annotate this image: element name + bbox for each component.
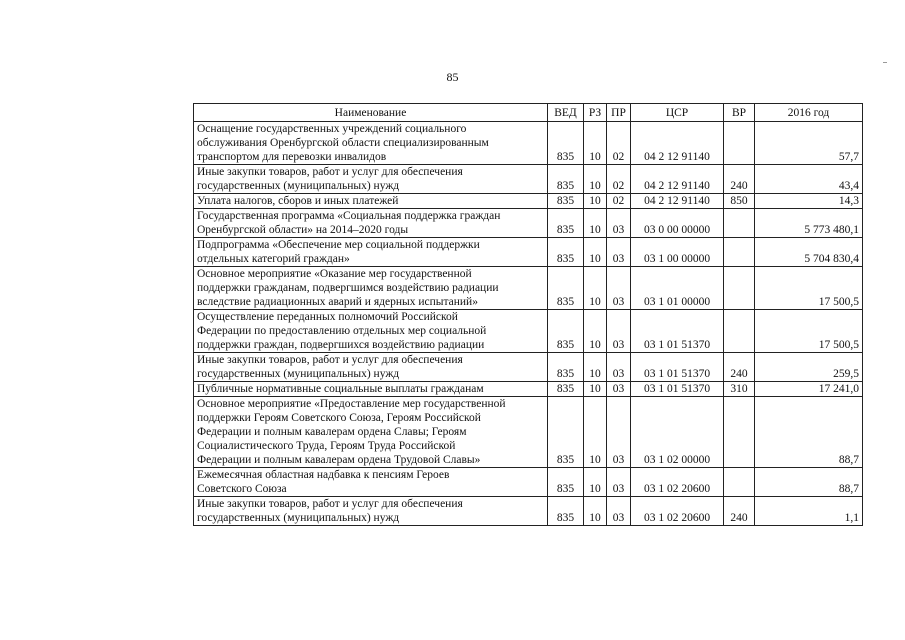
cell-vr: [724, 122, 755, 165]
cell-rz: 10: [584, 468, 607, 497]
cell-amount: 43,4: [755, 165, 863, 194]
cell-amount: 17 500,5: [755, 267, 863, 310]
cell-amount: 259,5: [755, 353, 863, 382]
cell-rz: 10: [584, 267, 607, 310]
table-header: [194, 104, 863, 122]
cell-vr: [724, 397, 755, 468]
header-rz: РЗ: [584, 104, 607, 122]
table-row: [194, 194, 863, 209]
header-vr: ВР: [724, 104, 755, 122]
table-row: [194, 468, 863, 497]
table-row: [194, 122, 863, 165]
cell-vr: [724, 238, 755, 267]
table-row: [194, 397, 863, 468]
cell-pr: 02: [607, 165, 631, 194]
cell-rz: 10: [584, 497, 607, 526]
cell-rz: 10: [584, 165, 607, 194]
cell-ved: 835: [548, 238, 584, 267]
cell-csr: 03 1 01 51370: [631, 382, 724, 397]
table-row: [194, 382, 863, 397]
cell-rz: 10: [584, 122, 607, 165]
cell-vr: [724, 468, 755, 497]
cell-ved: 835: [548, 497, 584, 526]
cell-vr: 240: [724, 165, 755, 194]
cell-ved: 835: [548, 310, 584, 353]
cell-csr: 03 1 01 51370: [631, 310, 724, 353]
cell-name: Государственная программа «Социальная поддержка граждан Оренбургской области» на 2014–2020 годы: [194, 209, 548, 238]
cell-name: Публичные нормативные социальные выплаты гражданам: [194, 382, 548, 397]
cell-pr: 03: [607, 310, 631, 353]
cell-name: Уплата налогов, сборов и иных платежей: [194, 194, 548, 209]
cell-pr: 02: [607, 122, 631, 165]
cell-csr: 04 2 12 91140: [631, 165, 724, 194]
cell-pr: 02: [607, 194, 631, 209]
cell-csr: 03 1 01 51370: [631, 353, 724, 382]
cell-pr: 03: [607, 353, 631, 382]
cell-name: Основное мероприятие «Предоставление мер государственной поддержки Героям Советского Союза, Героям Российской Федерации и полным кавалерам ордена Славы; Героям Социалистического Труда, Героям Труда Российской Федерации и полным кавалерам ордена Трудовой Славы»: [194, 397, 548, 468]
cell-rz: 10: [584, 353, 607, 382]
cell-name: Иные закупки товаров, работ и услуг для обеспечения государственных (муниципальных) нужд: [194, 165, 548, 194]
cell-name: Оснащение государственных учреждений социального обслуживания Оренбургской области специализированным транспортом для перевозки инвалидов: [194, 122, 548, 165]
cell-vr: 850: [724, 194, 755, 209]
cell-name: Подпрограмма «Обеспечение мер социальной поддержки отдельных категорий граждан»: [194, 238, 548, 267]
cell-amount: 5 704 830,4: [755, 238, 863, 267]
cell-rz: 10: [584, 238, 607, 267]
page-number: 85: [446, 70, 459, 84]
header-pr: ПР: [607, 104, 631, 122]
cell-csr: 03 1 02 00000: [631, 397, 724, 468]
cell-vr: [724, 209, 755, 238]
cell-ved: 835: [548, 267, 584, 310]
cell-ved: 835: [548, 165, 584, 194]
cell-amount: 88,7: [755, 397, 863, 468]
table-row: [194, 497, 863, 526]
cell-name: Основное мероприятие «Оказание мер государственной поддержки гражданам, подвергшимся воздействию радиации вследствие радиационных аварий и ядерных испытаний»: [194, 267, 548, 310]
header-name: Наименование: [194, 104, 548, 122]
cell-name: Иные закупки товаров, работ и услуг для обеспечения государственных (муниципальных) нужд: [194, 353, 548, 382]
cell-ved: 835: [548, 353, 584, 382]
header-row: [194, 104, 863, 122]
cell-name: Ежемесячная областная надбавка к пенсиям Героев Советского Союза: [194, 468, 548, 497]
cell-csr: 04 2 12 91140: [631, 122, 724, 165]
header-csr: ЦСР: [631, 104, 724, 122]
cell-rz: 10: [584, 194, 607, 209]
cell-amount: 17 500,5: [755, 310, 863, 353]
cell-csr: 03 0 00 00000: [631, 209, 724, 238]
cell-vr: 240: [724, 497, 755, 526]
cell-amount: 17 241,0: [755, 382, 863, 397]
table-row: [194, 209, 863, 238]
cell-csr: 04 2 12 91140: [631, 194, 724, 209]
cell-pr: 03: [607, 238, 631, 267]
cell-csr: 03 1 00 00000: [631, 238, 724, 267]
cell-vr: [724, 267, 755, 310]
scan-mark: [883, 62, 887, 63]
cell-pr: 03: [607, 267, 631, 310]
cell-ved: 835: [548, 382, 584, 397]
cell-rz: 10: [584, 382, 607, 397]
cell-vr: 240: [724, 353, 755, 382]
cell-vr: 310: [724, 382, 755, 397]
cell-rz: 10: [584, 397, 607, 468]
cell-pr: 03: [607, 209, 631, 238]
cell-pr: 03: [607, 468, 631, 497]
table-row: [194, 353, 863, 382]
cell-amount: 14,3: [755, 194, 863, 209]
table-body: [194, 122, 863, 526]
table-row: [194, 310, 863, 353]
cell-ved: 835: [548, 122, 584, 165]
cell-pr: 03: [607, 497, 631, 526]
table-row: [194, 238, 863, 267]
header-ved: ВЕД: [548, 104, 584, 122]
budget-table: [193, 103, 863, 526]
cell-pr: 03: [607, 397, 631, 468]
cell-rz: 10: [584, 209, 607, 238]
cell-ved: 835: [548, 209, 584, 238]
cell-csr: 03 1 02 20600: [631, 497, 724, 526]
cell-amount: 88,7: [755, 468, 863, 497]
cell-csr: 03 1 02 20600: [631, 468, 724, 497]
cell-ved: 835: [548, 468, 584, 497]
table-row: [194, 165, 863, 194]
cell-amount: 5 773 480,1: [755, 209, 863, 238]
cell-csr: 03 1 01 00000: [631, 267, 724, 310]
cell-rz: 10: [584, 310, 607, 353]
cell-ved: 835: [548, 397, 584, 468]
cell-name: Иные закупки товаров, работ и услуг для обеспечения государственных (муниципальных) нужд: [194, 497, 548, 526]
cell-pr: 03: [607, 382, 631, 397]
cell-ved: 835: [548, 194, 584, 209]
table-row: [194, 267, 863, 310]
cell-amount: 57,7: [755, 122, 863, 165]
header-year: 2016 год: [755, 104, 863, 122]
cell-amount: 1,1: [755, 497, 863, 526]
cell-name: Осуществление переданных полномочий Российской Федерации по предоставлению отдельных мер социальной поддержки граждан, подвергшихся воздействию радиации: [194, 310, 548, 353]
cell-vr: [724, 310, 755, 353]
